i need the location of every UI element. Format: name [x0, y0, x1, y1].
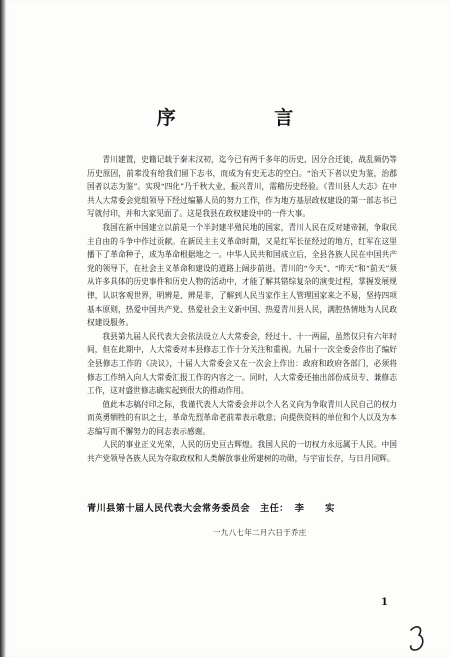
- paragraph: 我国在新中国建立以前是一个半封建半殖民地的国家，青川人民在反对建帝制，争取民主自由的斗争中作过贡献。在新民主主义革命时期，又是红军长征经过的地方，红军在这里播下了革命种子，成为革命根据地之一。中华人民共和国成立后，全县各族人民在中国共产党的领导下，在社会主义革命和建设的道路上阔步前进。青川的“今天”、“昨天”和“前天”须从许多具体的历史事件和历史人物的活动中，才能了解其错综复杂的演变过程，掌握发展规律，认识客观世界，明辨是、辨是非，了解到人民当家作主人管理国家来之不易，坚持四项基本原则，热爱中国共产党、热爱社会主义新中国、热爱青川县人民，满腔热情地为人民政权建设服务。: [87, 222, 397, 328]
- paragraph: 人民的事业正义光荣，人民的历史亘古辉煌。我国人民的一切权力永远属于人民。中国共产党领导各族人民为夺取政权和人类解放事业所建树的功勋，与宇宙长存，与日月同辉。: [87, 440, 397, 464]
- signature-role: 主任：: [260, 503, 289, 514]
- paragraph: 我县第九届人民代表大会依法设立人大常委会，经过十、十一两届，虽然仅只有六年时间，但在此期中，人大常委对本县修志工作十分关注和重视。九届十一次全委会作出了编好全县修志工作的《决议》，十届人大常委会又在一次会上作出：政府和政府各部门，必须将修志工作纳入向人大常委汇报工作的内容之一。同时，人大常委还抽出部份成员专、兼修志工作，这对盛世修志确实起到很大的推动作用。: [87, 331, 397, 396]
- signature-name: 李 实: [294, 503, 344, 514]
- signature-date: 一九八七年二月六日于乔庄: [213, 528, 307, 537]
- scan-shadow-edge: [0, 0, 6, 657]
- paragraph: 值此本志稿付印之际，我谨代表人大常委会并以个人名义向为争取青川人民自己的权力而英勇牺牲的有识之士，革命先烈革命老前辈表示敬意；向提供资料的单位和个人以及为本志编写而不懈努力的同志表示感谢。: [87, 399, 397, 436]
- page-number: 1: [381, 597, 388, 608]
- signature-organization: 青川县第十届人民代表大会常务委员会: [87, 503, 250, 514]
- page-title: 序 言: [156, 107, 340, 129]
- signature-line: [87, 500, 397, 514]
- paragraph: 青川建置，史籍记载于秦末汉初，迄今已有两千多年的历史，因分合迁徙，战乱频仍等历史原因，前辈没有给我们留下志书，而成为有史无志的空白。“治天下者以史为鉴，治郡国者以志为鉴”。实现“四化”乃千秋大业，振兴青川，需稽历史经验。《青川县人大志》在中共人大常委会党组领导下经过编纂人员的努力工作，作为地方基层政权建设的第一部志书已写就付印，并和大家见面了。这是我县在政权建设中的一件大事。: [87, 155, 397, 219]
- handwritten-mark-icon: [407, 624, 427, 654]
- preface-body: [87, 153, 397, 466]
